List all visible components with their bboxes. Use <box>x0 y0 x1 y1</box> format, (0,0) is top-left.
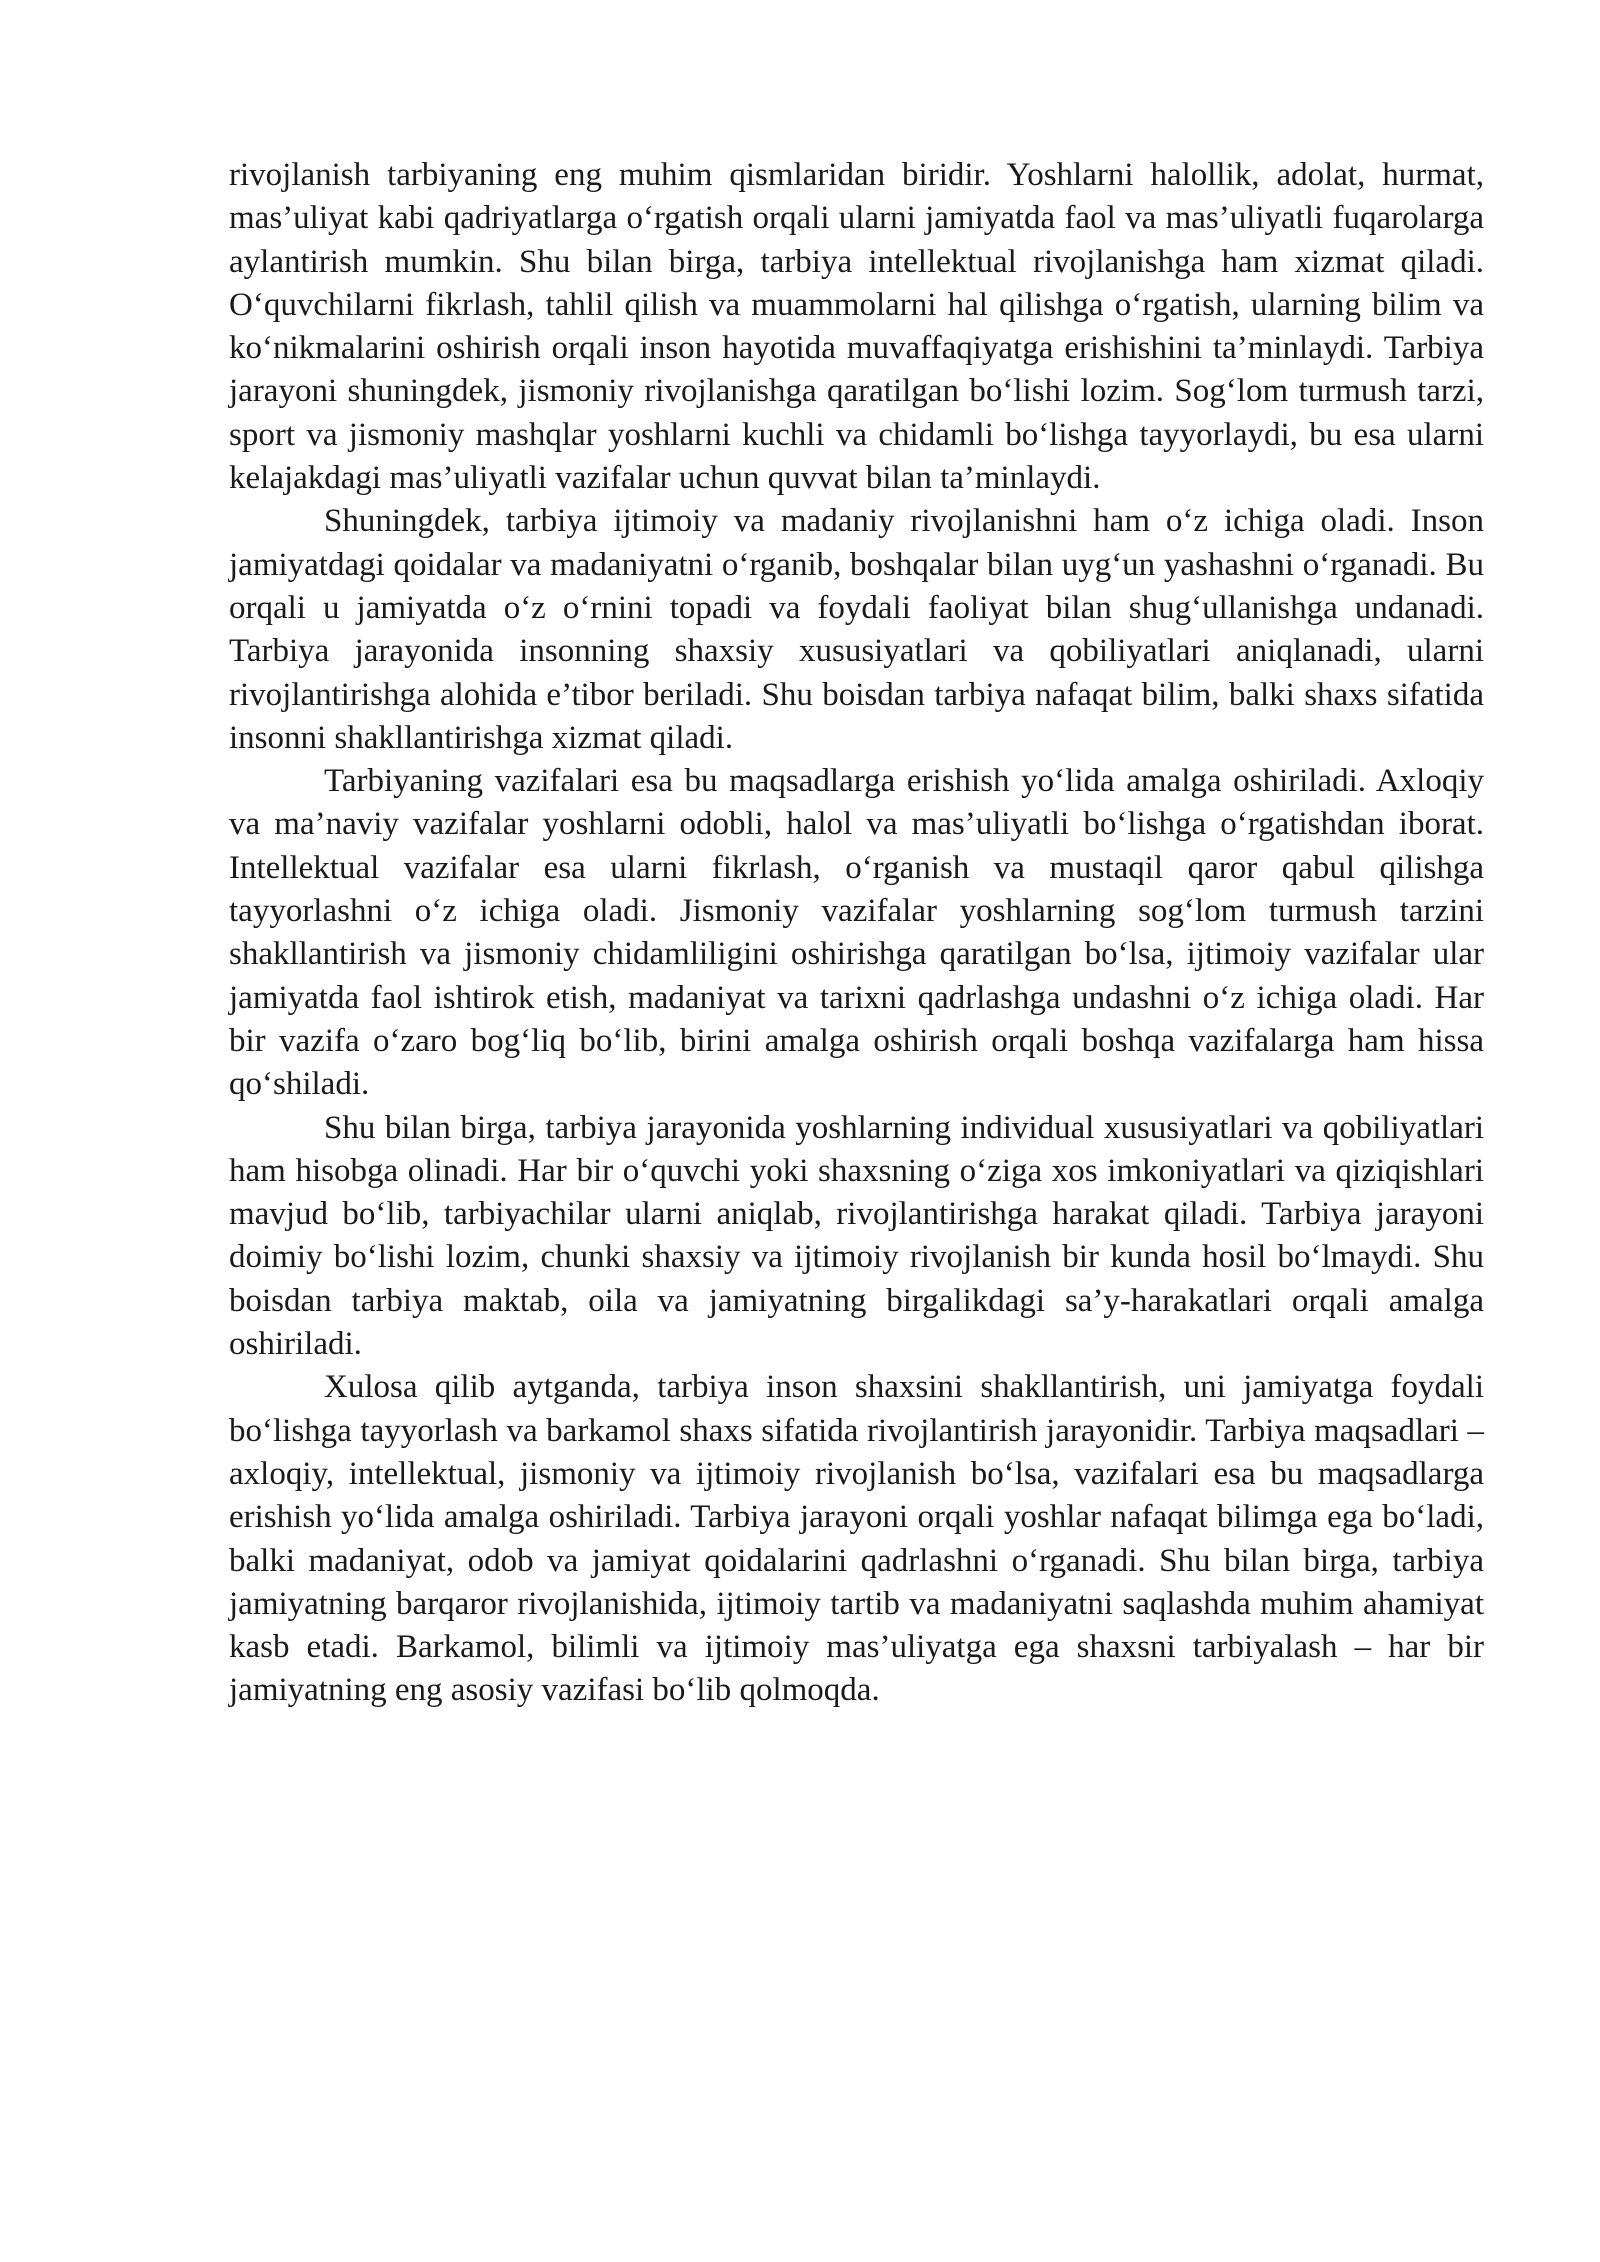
paragraph-continuation: rivojlanish tarbiyaning eng muhim qismlaridan biridir. Yoshlarni halollik, adolat, hurmat, mas’uliyat kabi qadriyatlarga o‘rgatish orqali ularni jamiyatda faol va mas’uliyatli fuqarolarga aylantirish mumkin. Shu bilan birga, tarbiya intellektual rivojlanishga ham xizmat qiladi. O‘quvchilarni fikrlash, tahlil qilish va muammolarni hal qilishga o‘rgatish, ularning bilim va ko‘nikmalarini oshirish orqali inson hayotida muvaffaqiyatga erishishini ta’minlaydi. Tarbiya jarayoni shuningdek, jismoniy rivojlanishga qaratilgan bo‘lishi lozim. Sog‘lom turmush tarzi, sport va jismoniy mashqlar yoshlarni kuchli va chidamli bo‘lishga tayyorlaydi, bu esa ularni kelajakdagi mas’uliyatli vazifalar uchun quvvat bilan ta’minlaydi. <box>229 157 1484 497</box>
paragraph-conclusion: Xulosa qilib aytganda, tarbiya inson shaxsini shakllantirish, uni jamiyatga foydali bo‘lishga tayyorlash va barkamol shaxs sifatida rivojlantirish jarayonidir. Tarbiya maqsadlari – axloqiy, intellektual, jismoniy va ijtimoiy rivojlanish bo‘lsa, vazifalari esa bu maqsadlarga erishish yo‘lida amalga oshiriladi. Tarbiya jarayoni orqali yoshlar nafaqat bilimga ega bo‘ladi, balki madaniyat, odob va jamiyat qoidalarini qadrlashni o‘rganadi. Shu bilan birga, tarbiya jamiyatning barqaror rivojlanishida, ijtimoiy tartib va madaniyatni saqlashda muhim ahamiyat kasb etadi. Barkamol, bilimli va ijtimoiy mas’uliyatga ega shaxsni tarbiyalash – har bir jamiyatning eng asosiy vazifasi bo‘lib qolmoqda. <box>229 1369 1484 1709</box>
paragraph-individual: Shu bilan birga, tarbiya jarayonida yoshlarning individual xususiyatlari va qobiliyatlari ham hisobga olinadi. Har bir o‘quvchi yoki shaxsning o‘ziga xos imkoniyatlari va qiziqishlari mavjud bo‘lib, tarbiyachilar ularni aniqlab, rivojlantirishga harakat qiladi. Tarbiya jarayoni doimiy bo‘lishi lozim, chunki shaxsiy va ijtimoiy rivojlanish bir kunda hosil bo‘lmaydi. Shu boisdan tarbiya maktab, oila va jamiyatning birgalikdagi sa’y-harakatlari orqali amalga oshiriladi. <box>229 1109 1484 1363</box>
paragraph-social-cultural: Shuningdek, tarbiya ijtimoiy va madaniy rivojlanishni ham o‘z ichiga oladi. Inson jamiyatdagi qoidalar va madaniyatni o‘rganib, boshqalar bilan uyg‘un yashashni o‘rganadi. Bu orqali u jamiyatda o‘z o‘rnini topadi va foydali faoliyat bilan shug‘ullanishga undanadi. Tarbiya jarayonida insonning shaxsiy xususiyatlari va qobiliyatlari aniqlanadi, ularni rivojlantirishga alohida e’tibor beriladi. Shu boisdan tarbiya nafaqat bilim, balki shaxs sifatida insonni shakllantirishga xizmat qiladi. <box>229 503 1484 756</box>
document-body <box>229 154 1484 1713</box>
paragraph-tasks: Tarbiyaning vazifalari esa bu maqsadlarga erishish yo‘lida amalga oshiriladi. Axloqiy va ma’naviy vazifalar yoshlarni odobli, halol va mas’uliyatli bo‘lishga o‘rgatishdan iborat. Intellektual vazifalar esa ularni fikrlash, o‘rganish va mustaqil qaror qabul qilishga tayyorlashni o‘z ichiga oladi. Jismoniy vazifalar yoshlarning sog‘lom turmush tarzini shakllantirish va jismoniy chidamliligini oshirishga qaratilgan bo‘lsa, ijtimoiy vazifalar ular jamiyatda faol ishtirok etish, madaniyat va tarixni qadrlashga undashni o‘z ichiga oladi. Har bir vazifa o‘zaro bog‘liq bo‘lib, birini amalga oshirish orqali boshqa vazifalarga ham hissa qo‘shiladi. <box>229 763 1484 1103</box>
